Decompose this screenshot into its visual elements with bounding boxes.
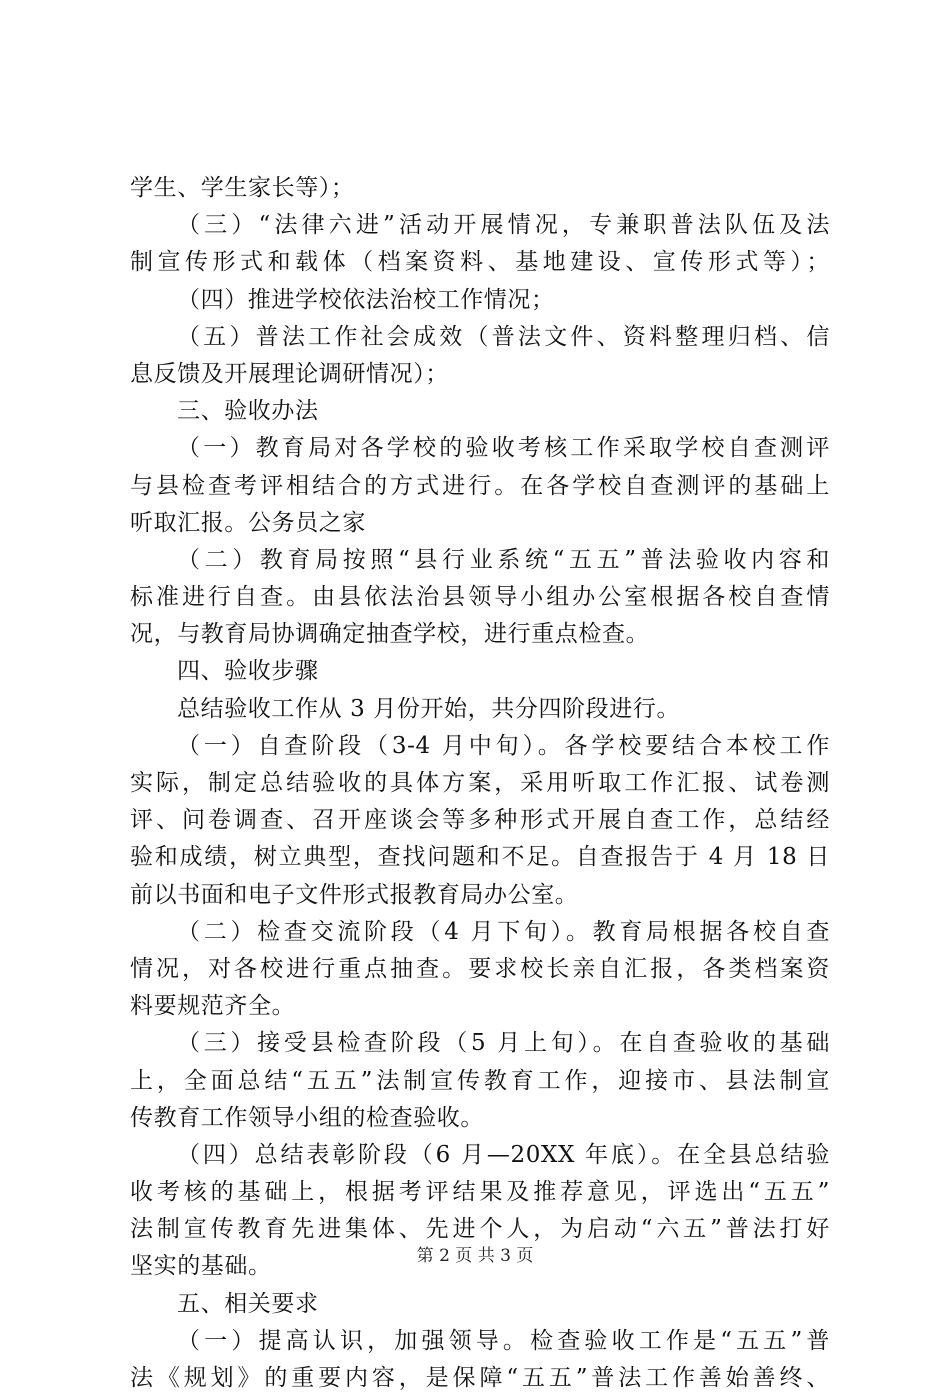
text-line: 听取汇报。公务员之家 xyxy=(130,509,366,536)
text-line: （三）接受县检查阶段（5 月上旬）。在自查验收的基础 xyxy=(177,1030,830,1057)
section-heading: 五、相关要求 xyxy=(177,1290,319,1317)
text-line: 收考核的基础上，根据考评结果及推荐意见，评选出“五五” xyxy=(130,1179,830,1206)
text-line: 评、问卷调查、召开座谈会等多种形式开展自查工作，总结经 xyxy=(130,807,830,834)
page-number-footer: 第 2 页 共 3 页 xyxy=(416,1246,534,1266)
text-line: （五）普法工作社会成效（普法文件、资料整理归档、信 xyxy=(177,323,830,350)
text-line: 总结验收工作从 3 月份开始，共分四阶段进行。 xyxy=(177,695,681,722)
text-line: 前以书面和电子文件形式报教育局办公室。 xyxy=(130,881,579,908)
text-line: （四）总结表彰阶段（6 月—20XX 年底）。在全县总结验 xyxy=(177,1141,830,1168)
text-line: （一）自查阶段（3-4 月中旬）。各学校要结合本校工作 xyxy=(177,732,830,759)
text-line: 标准进行自查。由县依法治县领导小组办公室根据各校自查情 xyxy=(130,584,830,611)
section-heading: 四、验收步骤 xyxy=(177,658,319,685)
text-line: （二）检查交流阶段（4 月下旬）。教育局根据各校自查 xyxy=(177,918,830,945)
text-line: 法《规划》的重要内容，是保障“五五”普法工作善始善终、 xyxy=(130,1365,830,1391)
text-line: 制宣传形式和载体（档案资料、基地建设、宣传形式等）； xyxy=(130,249,830,276)
text-line: （二）教育局按照“县行业系统“五五”普法验收内容和 xyxy=(177,546,830,573)
text-line: 法制宣传教育先进集体、先进个人，为启动“六五”普法打好 xyxy=(130,1216,830,1243)
text-line: 料要规范齐全。 xyxy=(130,993,296,1020)
text-line: 况，与教育局协调确定抽查学校，进行重点检查。 xyxy=(130,621,650,648)
text-line: 息反馈及开展理论调研情况）； xyxy=(130,360,449,387)
text-line: 学生、学生家长等）； xyxy=(130,175,355,201)
document-body xyxy=(130,170,830,1397)
text-line: 上，全面总结“五五”法制宣传教育工作，迎接市、县法制宣 xyxy=(130,1067,830,1094)
text-line: 情况，对各校进行重点抽查。要求校长亲自汇报，各类档案资 xyxy=(130,955,830,982)
text-line: （一）教育局对各学校的验收考核工作采取学校自查测评 xyxy=(177,435,830,462)
text-line: （一）提高认识，加强领导。检查验收工作是“五五”普 xyxy=(177,1327,830,1354)
text-line: （三）“法律六进”活动开展情况，专兼职普法队伍及法 xyxy=(177,212,830,239)
text-line: （四）推进学校依法治校工作情况； xyxy=(177,286,555,313)
section-heading: 三、验收办法 xyxy=(177,398,319,425)
text-line: 与县检查考评相结合的方式进行。在各学校自查测评的基础上 xyxy=(130,472,830,499)
text-line: 实际，制定总结验收的具体方案，采用听取工作汇报、试卷测 xyxy=(130,770,830,796)
text-line: 验和成绩，树立典型，查找问题和不足。自查报告于 4 月 18 日 xyxy=(130,844,830,871)
text-line: 传教育工作领导小组的检查验收。 xyxy=(130,1104,484,1131)
text-line: 坚实的基础。 xyxy=(130,1253,272,1280)
